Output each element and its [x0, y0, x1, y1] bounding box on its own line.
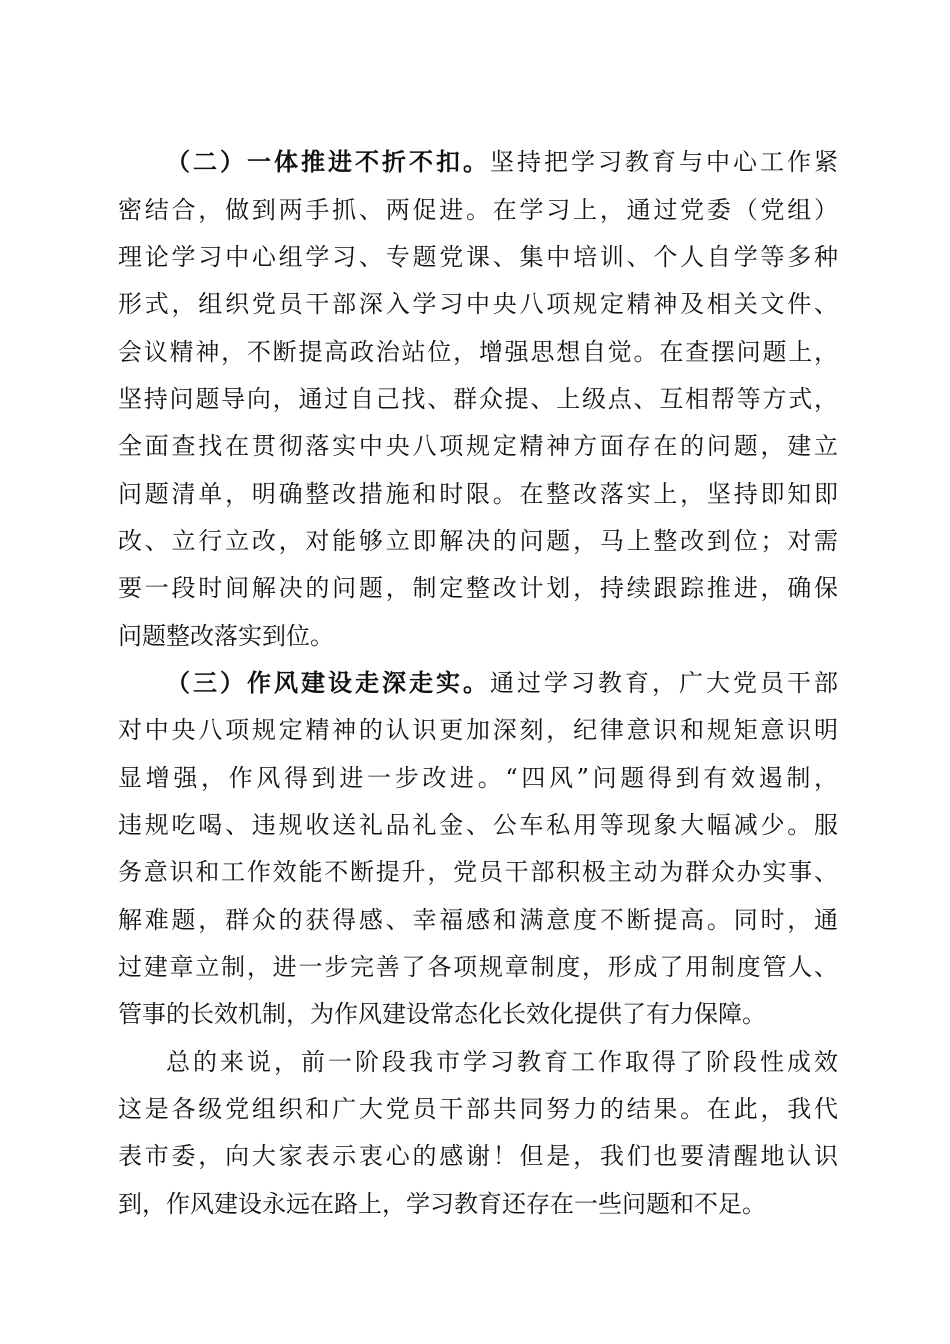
- paragraph-2-heading: （三）作风建设走深走实。: [166, 669, 490, 697]
- paragraph-1-line-9: 改、立行立改，对能够立即解决的问题，马上整改到位；对需: [118, 527, 838, 555]
- paragraph-2-line-7: 过建章立制，进一步完善了各项规章制度，形成了用制度管人、: [118, 953, 838, 981]
- paragraph-3-line-3: 表市委，向大家表示衷心的感谢！但是，我们也要清醒地认识: [118, 1142, 838, 1170]
- paragraph-2-line-8: 管事的长效机制，为作风建设常态化长效化提供了有力保障。: [118, 1000, 766, 1028]
- paragraph-2-line-3: 显增强，作风得到进一步改进。“四风”问题得到有效遏制，: [118, 764, 838, 792]
- paragraph-1-text: 坚持把学习教育与中心工作紧: [490, 148, 838, 176]
- paragraph-1-line-7: 全面查找在贯彻落实中央八项规定精神方面存在的问题，建立: [118, 432, 838, 460]
- paragraph-1-line-11: 问题整改落实到位。: [118, 622, 334, 650]
- paragraph-2-line-2: 对中央八项规定精神的认识更加深刻，纪律意识和规矩意识明: [118, 716, 838, 744]
- paragraph-1-heading: （二）一体推进不折不扣。: [166, 148, 490, 176]
- paragraph-3-line-2: 这是各级党组织和广大党员干部共同努力的结果。在此，我代: [118, 1095, 838, 1123]
- paragraph-2-line-5: 务意识和工作效能不断提升，党员干部积极主动为群众办实事、: [118, 858, 838, 886]
- paragraph-1-line-1: [166, 143, 838, 181]
- paragraph-2-line-4: 违规吃喝、违规收送礼品礼金、公车私用等现象大幅减少。服: [118, 811, 838, 839]
- paragraph-1-line-10: 要一段时间解决的问题，制定整改计划，持续跟踪推进，确保: [118, 574, 838, 602]
- paragraph-2-line-1: [166, 664, 838, 702]
- paragraph-3-line-1: 总的来说，前一阶段我市学习教育工作取得了阶段性成效: [166, 1048, 838, 1076]
- paragraph-1-line-4: 形式，组织党员干部深入学习中央八项规定精神及相关文件、: [118, 290, 838, 318]
- paragraph-2-line-6: 解难题，群众的获得感、幸福感和满意度不断提高。同时，通: [118, 906, 838, 934]
- paragraph-1-line-5: 会议精神，不断提高政治站位，增强思想自觉。在查摆问题上，: [118, 338, 838, 366]
- paragraph-3-line-4: 到，作风建设永远在路上，学习教育还存在一些问题和不足。: [118, 1190, 766, 1218]
- paragraph-1-line-3: 理论学习中心组学习、专题党课、集中培训、个人自学等多种: [118, 243, 838, 271]
- paragraph-1-line-8: 问题清单，明确整改措施和时限。在整改落实上，坚持即知即: [118, 480, 838, 508]
- paragraph-1-line-6: 坚持问题导向，通过自己找、群众提、上级点、互相帮等方式，: [118, 385, 838, 413]
- paragraph-1-line-2: 密结合，做到两手抓、两促进。在学习上，通过党委（党组）: [118, 196, 838, 224]
- paragraph-2-text: 通过学习教育，广大党员干部: [490, 669, 838, 697]
